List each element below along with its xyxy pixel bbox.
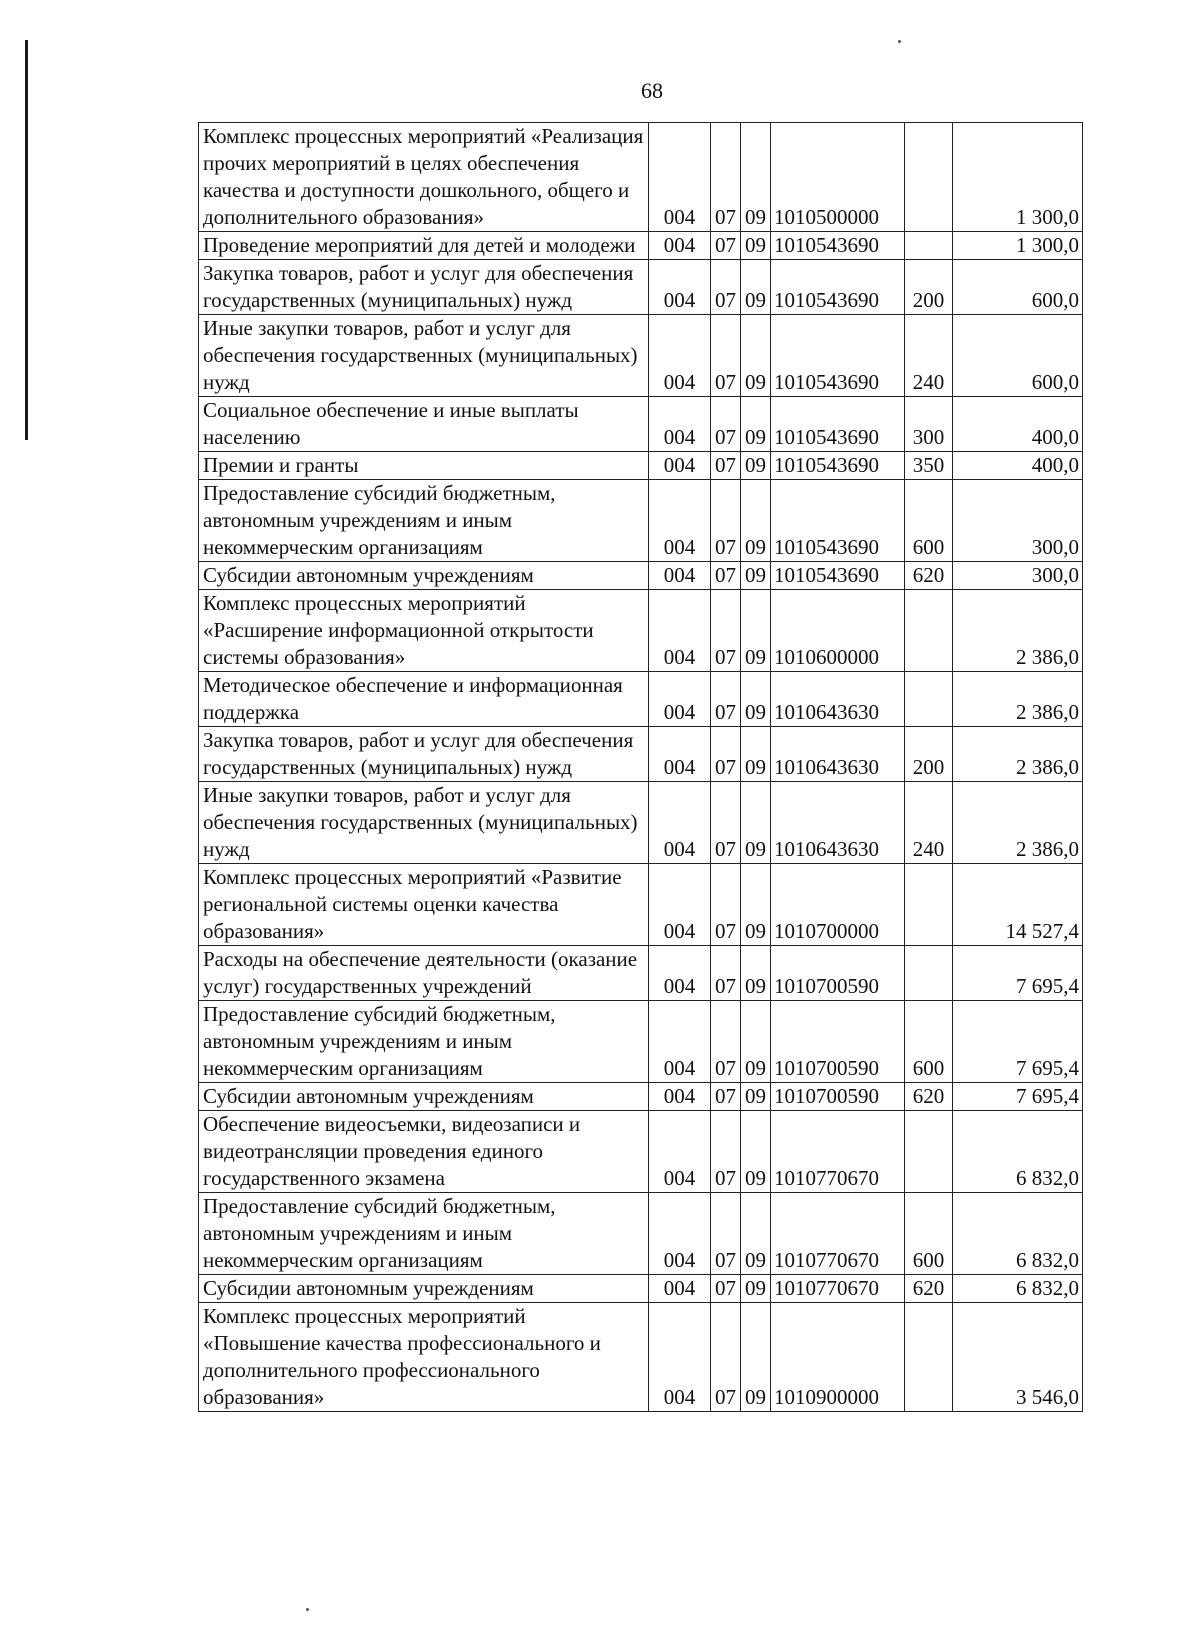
target-article-cell: 1010543690: [771, 232, 905, 260]
target-article-cell: 1010770670: [771, 1275, 905, 1303]
section-code-cell: 07: [711, 1193, 741, 1275]
ministry-code-cell: 004: [649, 946, 711, 1001]
ministry-code-cell: 004: [649, 480, 711, 562]
expense-name-cell: Комплекс процессных мероприятий «Развитие региональной системы оценки качества образования»: [199, 864, 649, 946]
ministry-code-cell: 004: [649, 260, 711, 315]
section-code-cell: 07: [711, 782, 741, 864]
expense-type-cell: [905, 123, 953, 232]
table-row: [199, 232, 1083, 260]
section-code-cell: 07: [711, 1083, 741, 1111]
expense-name-cell: Предоставление субсидий бюджетным, автономным учреждениям и иным некоммерческим организациям: [199, 1001, 649, 1083]
subsection-code-cell: 09: [741, 1275, 771, 1303]
ministry-code-cell: 004: [649, 397, 711, 452]
target-article-cell: 1010643630: [771, 782, 905, 864]
subsection-code-cell: 09: [741, 562, 771, 590]
table-row: [199, 590, 1083, 672]
amount-cell: 7 695,4: [953, 946, 1083, 1001]
section-code-cell: 07: [711, 480, 741, 562]
table-row: [199, 260, 1083, 315]
expense-type-cell: 200: [905, 727, 953, 782]
amount-cell: 1 300,0: [953, 232, 1083, 260]
ministry-code-cell: 004: [649, 1083, 711, 1111]
amount-cell: 7 695,4: [953, 1001, 1083, 1083]
expense-name-cell: Расходы на обеспечение деятельности (оказание услуг) государственных учреждений: [199, 946, 649, 1001]
target-article-cell: 1010770670: [771, 1111, 905, 1193]
target-article-cell: 1010543690: [771, 452, 905, 480]
amount-cell: 400,0: [953, 452, 1083, 480]
expense-name-cell: Комплекс процессных мероприятий «Повышение качества профессионального и дополнительного профессионального образования»: [199, 1303, 649, 1412]
expense-name-cell: Премии и гранты: [199, 452, 649, 480]
section-code-cell: 07: [711, 1275, 741, 1303]
amount-cell: 300,0: [953, 562, 1083, 590]
expense-type-cell: 600: [905, 480, 953, 562]
section-code-cell: 07: [711, 1303, 741, 1412]
section-code-cell: 07: [711, 864, 741, 946]
table-row: [199, 782, 1083, 864]
ministry-code-cell: 004: [649, 232, 711, 260]
expense-type-cell: [905, 232, 953, 260]
scan-speck: [898, 40, 901, 43]
target-article-cell: 1010543690: [771, 315, 905, 397]
expense-type-cell: [905, 946, 953, 1001]
ministry-code-cell: 004: [649, 1193, 711, 1275]
ministry-code-cell: 004: [649, 1001, 711, 1083]
target-article-cell: 1010700590: [771, 1001, 905, 1083]
target-article-cell: 1010770670: [771, 1193, 905, 1275]
target-article-cell: 1010700000: [771, 864, 905, 946]
table-row: [199, 727, 1083, 782]
expense-type-cell: [905, 672, 953, 727]
section-code-cell: 07: [711, 123, 741, 232]
amount-cell: 6 832,0: [953, 1111, 1083, 1193]
expense-name-cell: Иные закупки товаров, работ и услуг для обеспечения государственных (муниципальных) нужд: [199, 315, 649, 397]
amount-cell: 14 527,4: [953, 864, 1083, 946]
subsection-code-cell: 09: [741, 1303, 771, 1412]
target-article-cell: 1010700590: [771, 946, 905, 1001]
amount-cell: 1 300,0: [953, 123, 1083, 232]
section-code-cell: 07: [711, 1001, 741, 1083]
scan-speck: [306, 1608, 309, 1611]
amount-cell: 7 695,4: [953, 1083, 1083, 1111]
subsection-code-cell: 09: [741, 727, 771, 782]
budget-table: [198, 122, 1083, 1412]
target-article-cell: 1010600000: [771, 590, 905, 672]
table-row: [199, 1111, 1083, 1193]
section-code-cell: 07: [711, 562, 741, 590]
table-row: [199, 452, 1083, 480]
expense-name-cell: Субсидии автономным учреждениям: [199, 1083, 649, 1111]
expense-type-cell: [905, 590, 953, 672]
scan-margin-line: [25, 40, 28, 440]
expense-type-cell: 620: [905, 1275, 953, 1303]
target-article-cell: 1010543690: [771, 260, 905, 315]
table-row: [199, 864, 1083, 946]
expense-name-cell: Предоставление субсидий бюджетным, автономным учреждениям и иным некоммерческим организациям: [199, 1193, 649, 1275]
target-article-cell: 1010500000: [771, 123, 905, 232]
expense-type-cell: 350: [905, 452, 953, 480]
section-code-cell: 07: [711, 232, 741, 260]
expense-name-cell: Закупка товаров, работ и услуг для обеспечения государственных (муниципальных) нужд: [199, 260, 649, 315]
expense-type-cell: 300: [905, 397, 953, 452]
expense-name-cell: Комплекс процессных мероприятий «Реализация прочих мероприятий в целях обеспечения качества и доступности дошкольного, общего и дополнительного образования»: [199, 123, 649, 232]
table-row: [199, 946, 1083, 1001]
ministry-code-cell: 004: [649, 1111, 711, 1193]
section-code-cell: 07: [711, 590, 741, 672]
expense-name-cell: Предоставление субсидий бюджетным, автономным учреждениям и иным некоммерческим организациям: [199, 480, 649, 562]
amount-cell: 600,0: [953, 315, 1083, 397]
expense-type-cell: 620: [905, 562, 953, 590]
table-row: [199, 1083, 1083, 1111]
expense-type-cell: [905, 1303, 953, 1412]
section-code-cell: 07: [711, 452, 741, 480]
amount-cell: 2 386,0: [953, 672, 1083, 727]
target-article-cell: 1010643630: [771, 672, 905, 727]
section-code-cell: 07: [711, 315, 741, 397]
subsection-code-cell: 09: [741, 315, 771, 397]
ministry-code-cell: 004: [649, 452, 711, 480]
ministry-code-cell: 004: [649, 864, 711, 946]
subsection-code-cell: 09: [741, 864, 771, 946]
table-row: [199, 562, 1083, 590]
expense-name-cell: Проведение мероприятий для детей и молодежи: [199, 232, 649, 260]
amount-cell: 6 832,0: [953, 1275, 1083, 1303]
amount-cell: 6 832,0: [953, 1193, 1083, 1275]
expense-name-cell: Субсидии автономным учреждениям: [199, 562, 649, 590]
target-article-cell: 1010643630: [771, 727, 905, 782]
expense-type-cell: 240: [905, 782, 953, 864]
table-row: [199, 1275, 1083, 1303]
ministry-code-cell: 004: [649, 672, 711, 727]
subsection-code-cell: 09: [741, 232, 771, 260]
subsection-code-cell: 09: [741, 782, 771, 864]
target-article-cell: 1010543690: [771, 480, 905, 562]
section-code-cell: 07: [711, 260, 741, 315]
subsection-code-cell: 09: [741, 397, 771, 452]
section-code-cell: 07: [711, 672, 741, 727]
subsection-code-cell: 09: [741, 123, 771, 232]
subsection-code-cell: 09: [741, 480, 771, 562]
expense-type-cell: 600: [905, 1193, 953, 1275]
expense-type-cell: 200: [905, 260, 953, 315]
amount-cell: 400,0: [953, 397, 1083, 452]
expense-name-cell: Закупка товаров, работ и услуг для обеспечения государственных (муниципальных) нужд: [199, 727, 649, 782]
expense-type-cell: 600: [905, 1001, 953, 1083]
subsection-code-cell: 09: [741, 946, 771, 1001]
target-article-cell: 1010543690: [771, 562, 905, 590]
section-code-cell: 07: [711, 397, 741, 452]
page-number: 68: [641, 78, 663, 103]
expense-type-cell: 240: [905, 315, 953, 397]
amount-cell: 3 546,0: [953, 1303, 1083, 1412]
ministry-code-cell: 004: [649, 1303, 711, 1412]
subsection-code-cell: 09: [741, 1193, 771, 1275]
ministry-code-cell: 004: [649, 315, 711, 397]
section-code-cell: 07: [711, 946, 741, 1001]
ministry-code-cell: 004: [649, 562, 711, 590]
subsection-code-cell: 09: [741, 260, 771, 315]
subsection-code-cell: 09: [741, 1083, 771, 1111]
expense-type-cell: 620: [905, 1083, 953, 1111]
table-row: [199, 480, 1083, 562]
ministry-code-cell: 004: [649, 782, 711, 864]
table-row: [199, 1193, 1083, 1275]
subsection-code-cell: 09: [741, 1001, 771, 1083]
section-code-cell: 07: [711, 1111, 741, 1193]
expense-name-cell: Иные закупки товаров, работ и услуг для обеспечения государственных (муниципальных) нужд: [199, 782, 649, 864]
ministry-code-cell: 004: [649, 1275, 711, 1303]
table-row: [199, 672, 1083, 727]
amount-cell: 2 386,0: [953, 727, 1083, 782]
ministry-code-cell: 004: [649, 727, 711, 782]
expense-type-cell: [905, 864, 953, 946]
amount-cell: 300,0: [953, 480, 1083, 562]
table-row: [199, 123, 1083, 232]
section-code-cell: 07: [711, 727, 741, 782]
table-row: [199, 397, 1083, 452]
target-article-cell: 1010700590: [771, 1083, 905, 1111]
table-row: [199, 1303, 1083, 1412]
expense-type-cell: [905, 1111, 953, 1193]
expense-name-cell: Обеспечение видеосъемки, видеозаписи и видеотрансляции проведения единого государственного экзамена: [199, 1111, 649, 1193]
amount-cell: 2 386,0: [953, 590, 1083, 672]
subsection-code-cell: 09: [741, 1111, 771, 1193]
subsection-code-cell: 09: [741, 672, 771, 727]
amount-cell: 600,0: [953, 260, 1083, 315]
expense-name-cell: Методическое обеспечение и информационная поддержка: [199, 672, 649, 727]
table-row: [199, 1001, 1083, 1083]
subsection-code-cell: 09: [741, 590, 771, 672]
amount-cell: 2 386,0: [953, 782, 1083, 864]
expense-name-cell: Комплекс процессных мероприятий «Расширение информационной открытости системы образования»: [199, 590, 649, 672]
ministry-code-cell: 004: [649, 123, 711, 232]
target-article-cell: 1010543690: [771, 397, 905, 452]
target-article-cell: 1010900000: [771, 1303, 905, 1412]
expense-name-cell: Субсидии автономным учреждениям: [199, 1275, 649, 1303]
ministry-code-cell: 004: [649, 590, 711, 672]
expense-name-cell: Социальное обеспечение и иные выплаты населению: [199, 397, 649, 452]
subsection-code-cell: 09: [741, 452, 771, 480]
table-row: [199, 315, 1083, 397]
